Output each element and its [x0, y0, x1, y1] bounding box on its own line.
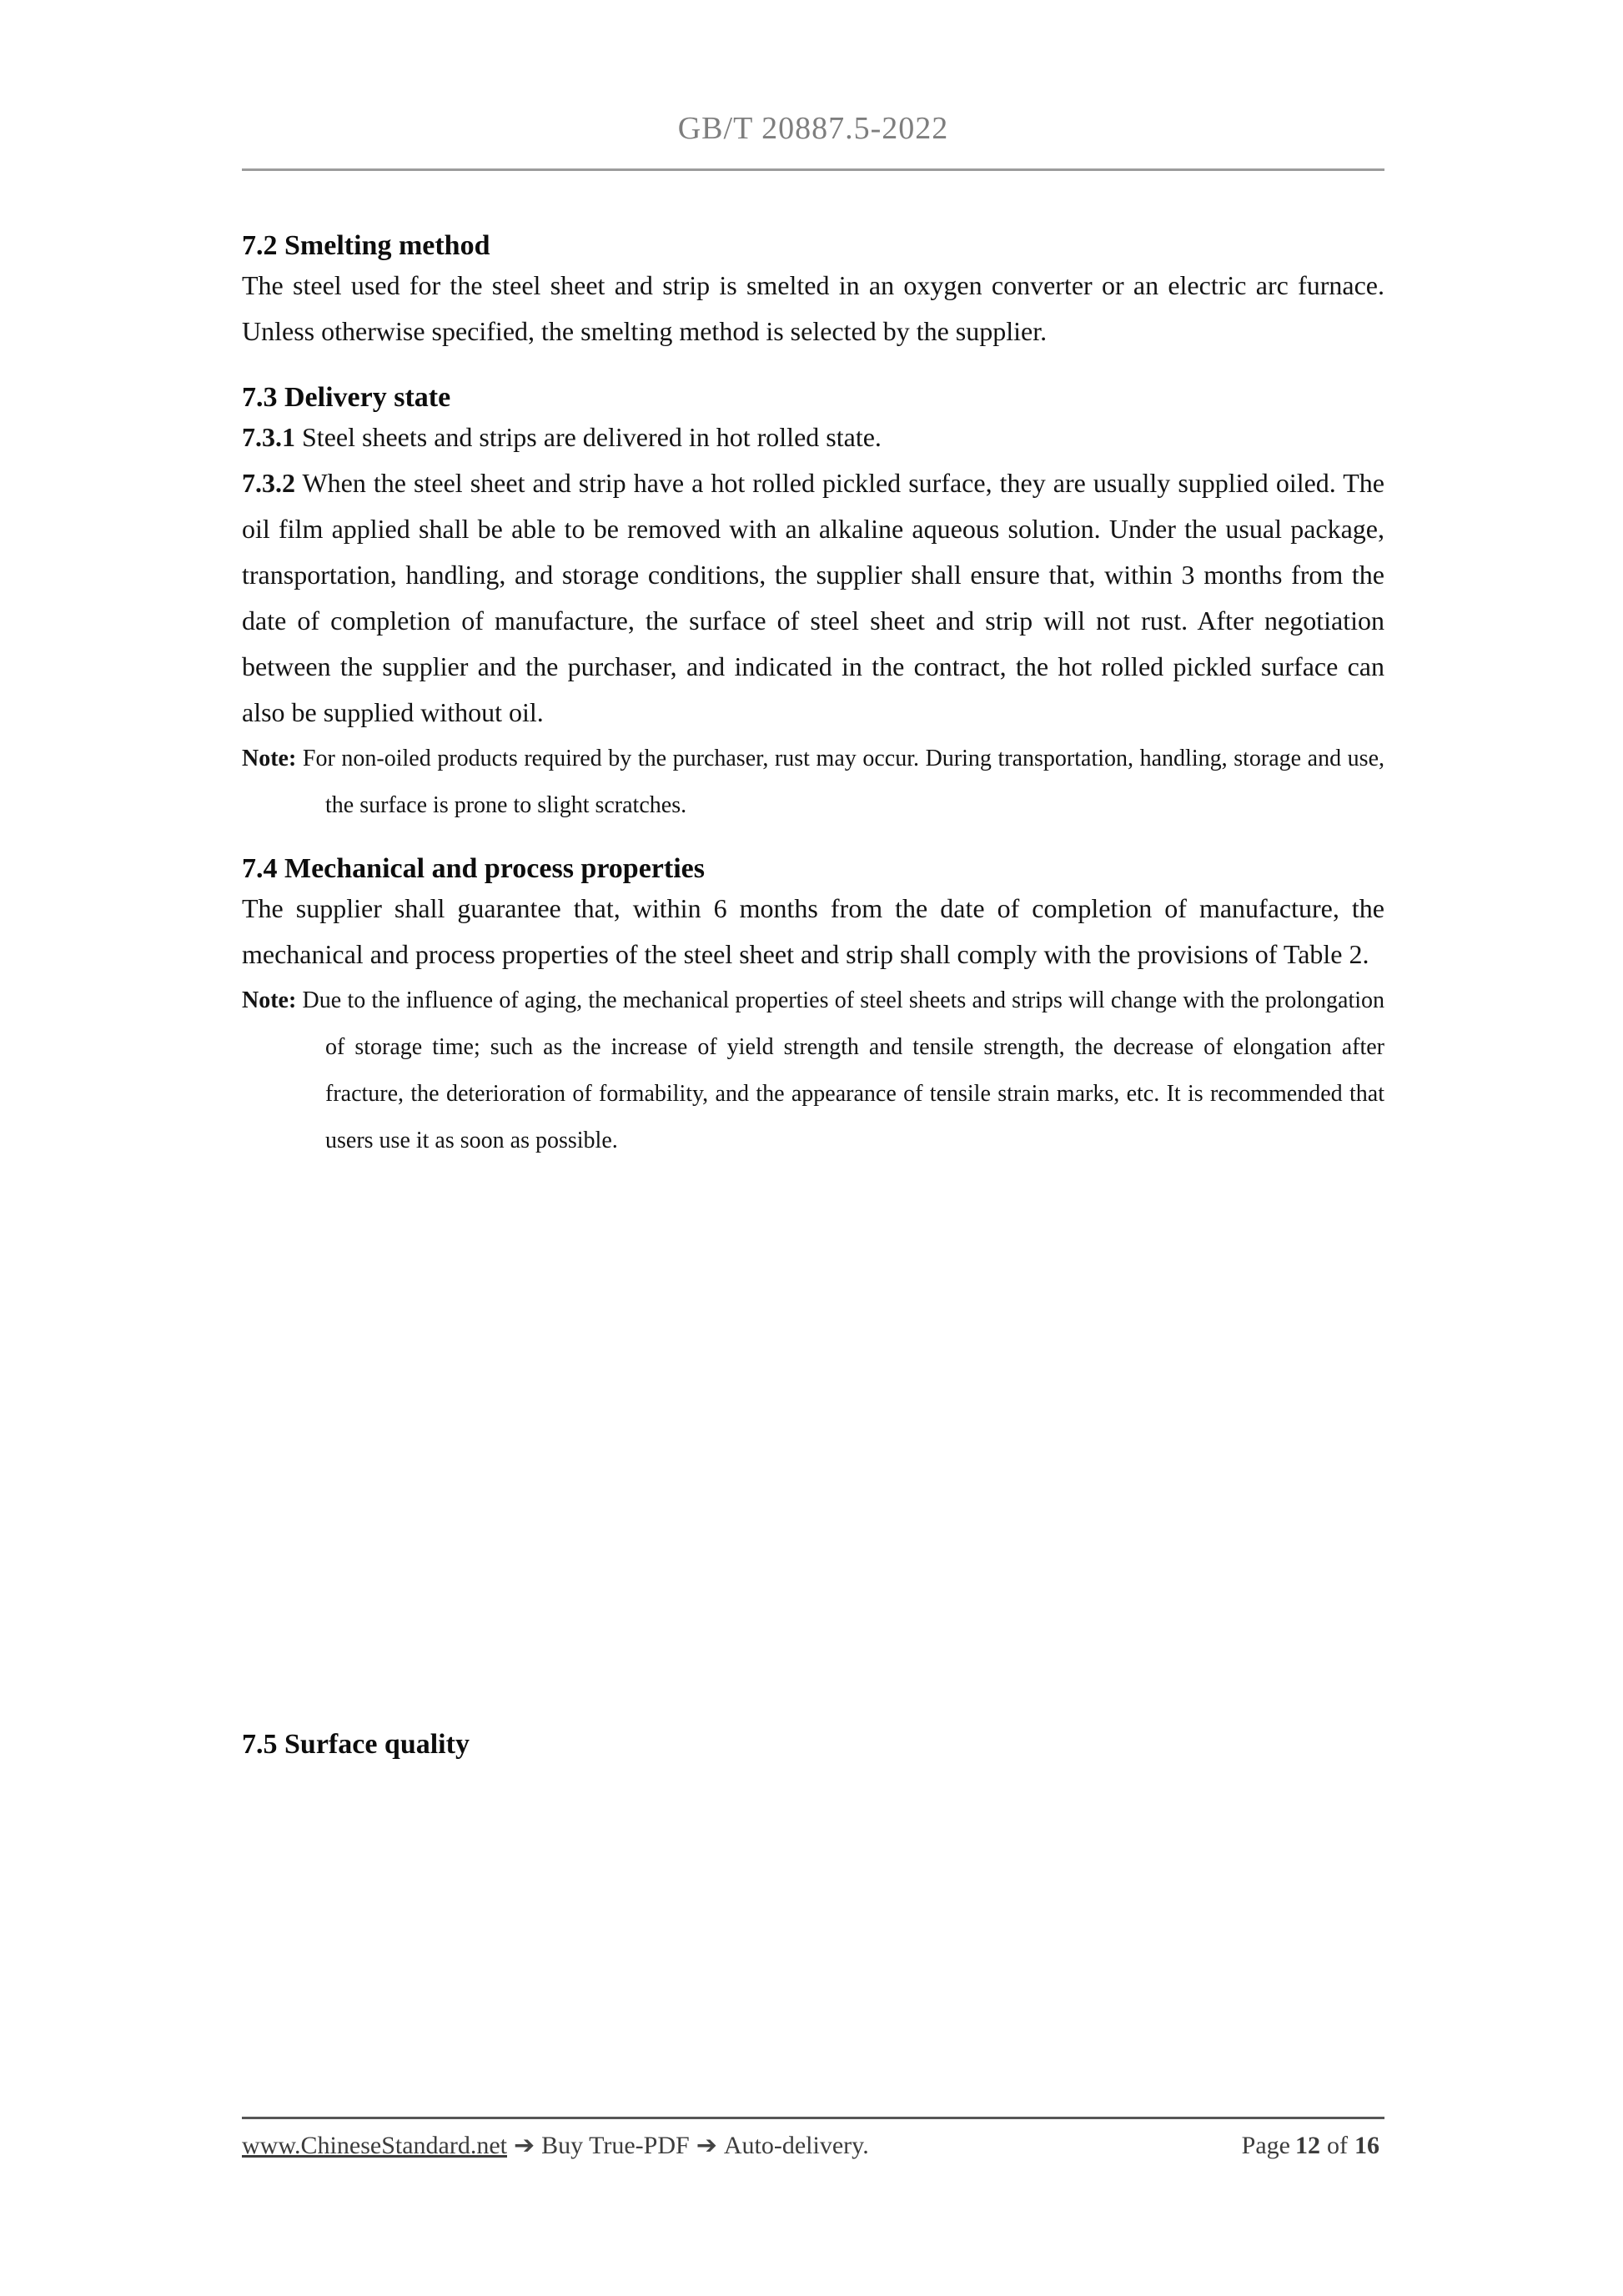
footer-left	[242, 2131, 869, 2161]
clause-number-7-3-1: 7.3.1	[242, 422, 295, 452]
note-label: Note:	[242, 987, 297, 1013]
note-text: Due to the influence of aging, the mechanical properties of steel sheets and strips will change with the prolongation of storage time; such as the increase of yield strength and tensile strength, the decrease of elongation after fracture, the deterioration of formability, and the appearance of tensile strain marks, etc. It is recommended that users use it as soon as possible.	[302, 987, 1385, 1153]
page-header	[242, 0, 1384, 171]
right-arrow-icon: ➔	[696, 2131, 717, 2160]
clause-7-3-1	[242, 414, 1384, 460]
document-body	[242, 171, 1384, 1761]
footer-delivery-text: Auto-delivery.	[723, 2132, 869, 2159]
note-text: For non-oiled products required by the purchaser, rust may occur. During transportation, handling, storage and use, the surface is prone to slight scratches.	[302, 746, 1385, 818]
note-aging	[242, 977, 1384, 1164]
standard-number-header: GB/T 20887.5-2022	[677, 111, 949, 146]
section-heading-7-4: 7.4 Mechanical and process properties	[242, 853, 705, 884]
page-footer	[242, 2117, 1384, 2161]
paragraph-mechanical-properties: The supplier shall guarantee that, within 6 months from the date of completion of manufacture, the mechanical and process properties of the steel sheet and strip shall comply with the provisions of Table 2.	[242, 893, 1384, 969]
total-page-number: 16	[1354, 2132, 1379, 2159]
section-heading-7-5: 7.5 Surface quality	[242, 1729, 470, 1760]
section-heading-7-2: 7.2 Smelting method	[242, 230, 490, 261]
clause-7-3-2	[242, 460, 1384, 736]
clause-text-7-3-1: Steel sheets and strips are delivered in hot rolled state.	[302, 422, 882, 452]
page-indicator	[1242, 2131, 1384, 2161]
note-delivery-state	[242, 736, 1384, 829]
footer-buy-text: Buy True-PDF	[541, 2132, 690, 2159]
page-word: Page	[1241, 2132, 1290, 2159]
note-label: Note:	[242, 746, 297, 771]
current-page-number: 12	[1295, 2132, 1320, 2159]
of-word: of	[1327, 2132, 1348, 2159]
paragraph-smelting-method: The steel used for the steel sheet and strip is smelted in an oxygen converter or an electric arc furnace. Unless otherwise specified, the smelting method is selected by the supplier.	[242, 270, 1384, 346]
footer-site-link[interactable]: www.ChineseStandard.net	[242, 2132, 507, 2159]
right-arrow-icon: ➔	[514, 2131, 535, 2160]
clause-text-7-3-2: When the steel sheet and strip have a hot rolled pickled surface, they are usually supplied oiled. The oil film applied shall be able to be removed with an alkaline aqueous solution. Under the usual package, transportation, handling, and storage conditions, the supplier shall ensure that, within 3 months from the date of completion of manufacture, the surface of steel sheet and strip will not rust. After negotiation between the supplier and the purchaser, and indicated in the contract, the hot rolled pickled surface can also be supplied without oil.	[242, 468, 1385, 727]
clause-number-7-3-2: 7.3.2	[242, 468, 295, 498]
section-heading-7-3: 7.3 Delivery state	[242, 382, 451, 413]
